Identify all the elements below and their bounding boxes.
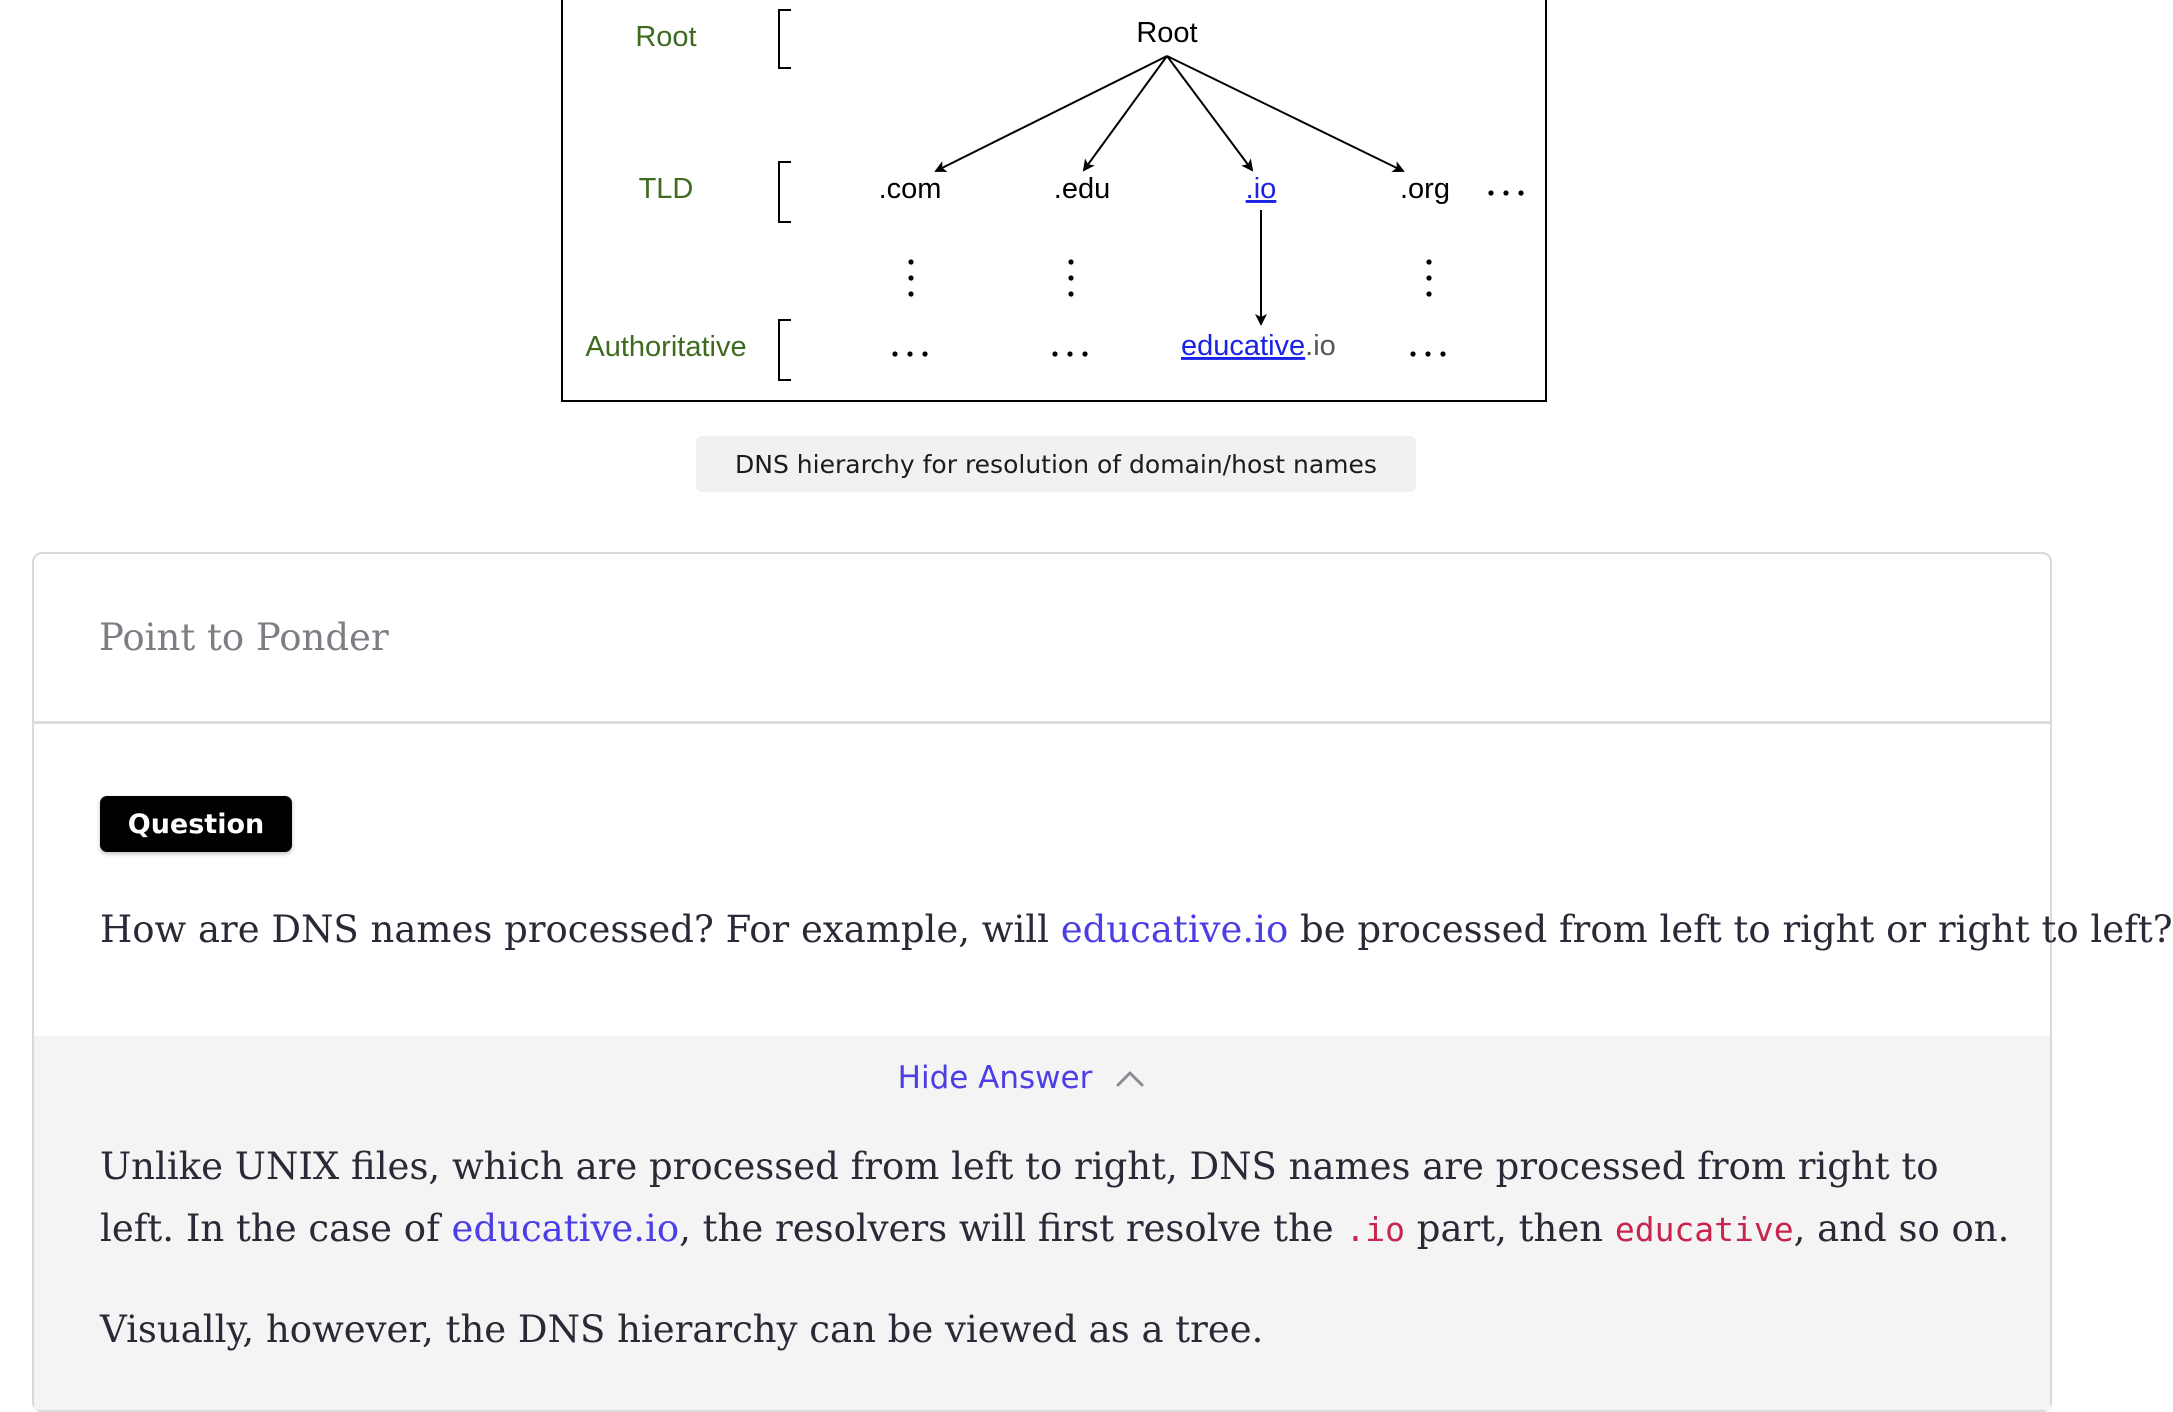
arrow-root-io <box>1167 56 1252 170</box>
auth-ellipsis-edu <box>1052 351 1087 356</box>
diagram-caption: DNS hierarchy for resolution of domain/host names <box>696 436 1416 492</box>
level-label-authoritative: Authoritative <box>585 331 747 363</box>
bracket-tld <box>779 162 791 222</box>
card-header <box>34 554 2050 724</box>
node-root: Root <box>1136 17 1198 49</box>
question-badge: Question <box>100 796 292 852</box>
node-tld-edu: .edu <box>1053 173 1111 205</box>
vertical-ellipsis-org <box>1426 259 1431 296</box>
node-tld-com: .com <box>878 173 942 205</box>
arrow-root-com <box>936 56 1167 171</box>
answer-paragraph-1 <box>100 1136 2010 1261</box>
question-text <box>100 908 2173 951</box>
node-tld-io-link[interactable]: .io <box>1245 173 1277 205</box>
question-link[interactable]: educative.io <box>1060 908 1289 951</box>
answer-code-io: .io <box>1345 1210 1406 1249</box>
question-suffix: be processed from left to right or right to left? <box>1288 908 2173 951</box>
chevron-up-icon <box>1114 1068 1146 1088</box>
arrow-root-org <box>1167 56 1403 171</box>
node-educative-link[interactable]: educative <box>1181 330 1306 362</box>
bracket-root <box>779 10 791 68</box>
question-prefix: How are DNS names processed? For example, will <box>100 908 1061 951</box>
auth-ellipsis-com <box>892 351 927 356</box>
vertical-ellipsis-com <box>908 259 913 296</box>
node-tld-org: .org <box>1400 173 1450 205</box>
answer-text-a: Unlike UNIX files, which are processed from left to right, DNS names are processed from right to left. In the case of <box>100 1145 1939 1250</box>
answer-link[interactable]: educative.io <box>451 1207 680 1250</box>
dns-tree-svg <box>563 0 1549 402</box>
point-to-ponder-card <box>32 552 2173 1412</box>
bracket-authoritative <box>779 320 791 380</box>
vertical-ellipsis-edu <box>1068 259 1073 296</box>
answer-text-c: part, then <box>1405 1207 1615 1250</box>
node-educative-suffix: .io <box>1305 330 1336 362</box>
answer-paragraph-2: Visually, however, the DNS hierarchy can be viewed as a tree. <box>100 1308 1264 1351</box>
card-title: Point to Ponder <box>99 616 389 659</box>
level-label-tld: TLD <box>638 173 694 205</box>
dns-hierarchy-diagram <box>561 0 1547 402</box>
hide-answer-label: Hide Answer <box>897 1060 1093 1096</box>
answer-text-b: , the resolvers will first resolve the <box>679 1207 1346 1250</box>
auth-ellipsis-org <box>1410 351 1445 356</box>
level-label-root: Root <box>635 21 697 53</box>
hide-answer-button[interactable] <box>34 1058 2050 1098</box>
tld-more-ellipsis <box>1488 190 1523 195</box>
answer-section <box>34 1036 2050 1410</box>
answer-code-educative: educative <box>1614 1210 1794 1249</box>
arrow-root-edu <box>1084 56 1167 170</box>
answer-text-d: , and so on. <box>1793 1207 2010 1250</box>
node-educative-io <box>1181 330 1336 362</box>
